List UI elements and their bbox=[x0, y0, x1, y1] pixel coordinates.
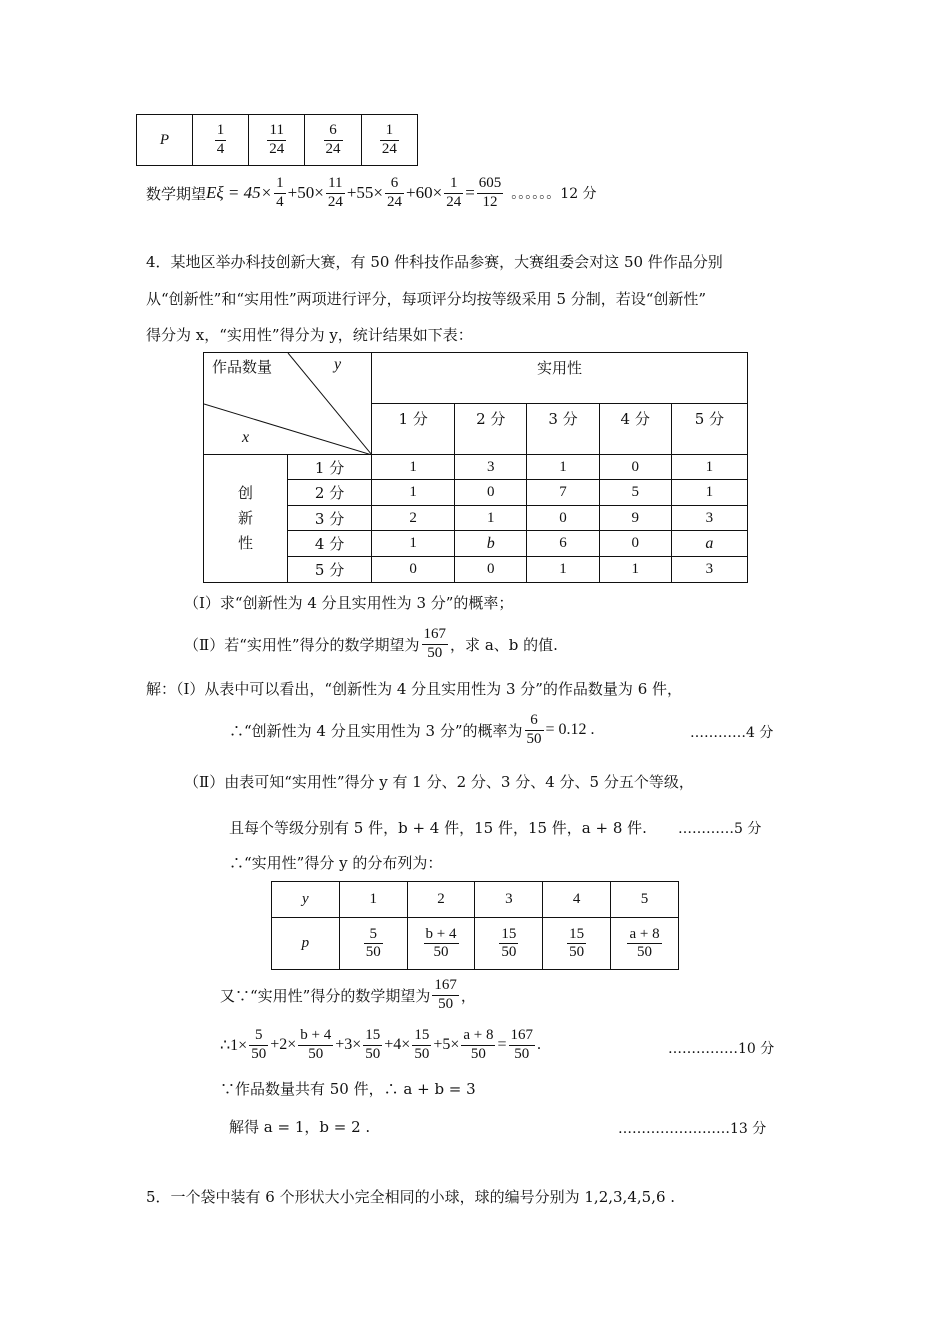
sol-line-4: 且每个等级分别有 5 件，b + 4 件，15 件，15 件，a + 8 件. bbox=[229, 819, 647, 837]
cell: 1 bbox=[599, 557, 671, 583]
row-label: 2 分 bbox=[288, 480, 372, 506]
dist-y: 1 bbox=[339, 882, 407, 918]
col-2: 2 分 bbox=[455, 404, 527, 455]
exp-frac-3: $\frac{6}{24}$ bbox=[387, 175, 402, 210]
cell: 9 bbox=[599, 506, 671, 531]
distribution-table bbox=[271, 881, 679, 970]
part-1: （Ⅰ）求“创新性为 4 分且实用性为 3 分”的概率； bbox=[184, 594, 514, 612]
row-label: 1 分 bbox=[288, 455, 372, 480]
sol-line-1: 解：（Ⅰ）从表中可以看出，“创新性为 4 分且实用性为 3 分”的作品数量为 6 件， bbox=[146, 680, 683, 698]
corner-x: x bbox=[242, 429, 250, 446]
col-5: 5 分 bbox=[671, 404, 747, 455]
cell: 0 bbox=[599, 455, 671, 480]
p-cell-2: $\frac{11}{24}$ bbox=[269, 122, 285, 157]
cell: 3 bbox=[671, 506, 747, 531]
cell: 1 bbox=[372, 455, 455, 480]
cell: 0 bbox=[599, 531, 671, 557]
score-4: …………4 分 bbox=[690, 725, 774, 741]
dist-p: $\frac{b + 4}{50}$ bbox=[425, 925, 457, 960]
dist-y: 4 bbox=[543, 882, 611, 918]
p-label: P bbox=[137, 115, 193, 166]
eq-frac-5: $\frac{a + 8}{50}$ bbox=[463, 1027, 494, 1062]
cell: 1 bbox=[527, 455, 599, 480]
p-cell-1: $\frac{1}{4}$ bbox=[216, 122, 225, 157]
q4-line-2: 从“创新性”和“实用性”两项进行评分，每项评分均按等级采用 5 分制，若设“创新性” bbox=[146, 290, 707, 308]
corner-label: 作品数量 bbox=[212, 358, 273, 376]
score-13: ……………………13 分 bbox=[618, 1121, 767, 1137]
score-10: ……………10 分 bbox=[668, 1041, 775, 1057]
dist-p: $\frac{a + 8}{50}$ bbox=[629, 925, 660, 960]
table-corner bbox=[204, 353, 372, 455]
score-table bbox=[203, 352, 748, 583]
dist-p: $\frac{5}{50}$ bbox=[365, 925, 381, 960]
col-4: 4 分 bbox=[599, 404, 671, 455]
eq-frac-4: $\frac{15}{50}$ bbox=[414, 1027, 430, 1062]
s6-frac: $\frac{167}{50}$ bbox=[434, 977, 457, 1012]
part-2: （Ⅱ）若“实用性”得分的数学期望为 $\frac{167}{50}$ ，求 a、b 的值. bbox=[184, 626, 558, 661]
dist-p: $\frac{15}{50}$ bbox=[569, 925, 585, 960]
q4-line-1: 4．某地区举办科技创新大赛，有 50 件科技作品参赛，大赛组委会对这 50 件作品分别 bbox=[146, 253, 723, 271]
row-label: 5 分 bbox=[288, 557, 372, 583]
s2-frac: $\frac{6}{50}$ bbox=[526, 712, 542, 747]
exp-frac-2: $\frac{11}{24}$ bbox=[327, 175, 343, 210]
sol-line-3: （Ⅱ）由表可知“实用性”得分 y 有 1 分、2 分、3 分、4 分、5 分五个等级， bbox=[184, 773, 694, 791]
sol-line-6: 又∵“实用性”得分的数学期望为 $\frac{167}{50}$ ， bbox=[220, 977, 476, 1012]
exp-frac-5: $\frac{605}{12}$ bbox=[478, 175, 502, 210]
dist-y-label: y bbox=[272, 882, 340, 918]
cell: a bbox=[671, 531, 747, 557]
p2-frac: $\frac{167}{50}$ bbox=[423, 626, 447, 661]
cell: 0 bbox=[372, 557, 455, 583]
dist-p: $\frac{15}{50}$ bbox=[501, 925, 517, 960]
corner-y: y bbox=[334, 356, 342, 373]
col-1: 1 分 bbox=[372, 404, 455, 455]
col-3: 3 分 bbox=[527, 404, 599, 455]
cell: b bbox=[455, 531, 527, 557]
sol-line-5: ∴“实用性”得分 y 的分布列为： bbox=[229, 854, 443, 872]
score-5: …………5 分 bbox=[678, 821, 762, 837]
cell: 1 bbox=[372, 480, 455, 506]
dist-p-label: p bbox=[272, 918, 340, 970]
eq-frac-3: $\frac{15}{50}$ bbox=[365, 1027, 381, 1062]
top-probability-table bbox=[136, 114, 418, 166]
expectation-equation: ∴1× $\frac{5}{50}$ +2× $\frac{b + 4}{50}$ +3× $\frac{15}{50}$ +4× $\frac{15}{50}$ +5× $\frac{a + 8}{50}$ = $\frac{167}{50}$ . bbox=[220, 1027, 542, 1062]
cell: 0 bbox=[527, 506, 599, 531]
expectation-line: 数学期望 Eξ = 45× $\frac{1}{4}$ +50× $\frac{11}{24}$ +55× $\frac{6}{24}$ +60× $\frac{1}{24}$ = $\frac{605}{12}$ 。。。。。。12 分 bbox=[146, 175, 597, 210]
cell: 6 bbox=[527, 531, 599, 557]
col-header: 实用性 bbox=[372, 353, 748, 404]
cell: 3 bbox=[455, 455, 527, 480]
cell: 1 bbox=[372, 531, 455, 557]
sol-line-8: ∵作品数量共有 50 件，∴ a + b = 3 bbox=[220, 1080, 476, 1098]
p-cell-4: $\frac{1}{24}$ bbox=[381, 122, 397, 157]
exp-frac-1: $\frac{1}{4}$ bbox=[276, 175, 284, 210]
eq-frac-2: $\frac{b + 4}{50}$ bbox=[300, 1027, 332, 1062]
cell: 0 bbox=[455, 480, 527, 506]
q4-line-3: 得分为 x，“实用性”得分为 y，统计结果如下表： bbox=[146, 326, 473, 344]
dist-y: 5 bbox=[611, 882, 679, 918]
cell: 3 bbox=[671, 557, 747, 583]
sol-line-2: ∴“创新性为 4 分且实用性为 3 分”的概率为 $\frac{6}{50}$ = 0.12 . bbox=[229, 712, 595, 747]
row-label: 3 分 bbox=[288, 506, 372, 531]
sol-line-9: 解得 a = 1，b = 2 . bbox=[229, 1118, 371, 1136]
eq-frac-6: $\frac{167}{50}$ bbox=[510, 1027, 534, 1062]
cell: 2 bbox=[372, 506, 455, 531]
cell: 5 bbox=[599, 480, 671, 506]
row-label: 4 分 bbox=[288, 531, 372, 557]
eq-frac-1: $\frac{5}{50}$ bbox=[251, 1027, 267, 1062]
cell: 1 bbox=[527, 557, 599, 583]
cell: 1 bbox=[671, 455, 747, 480]
q5-line: 5．一个袋中装有 6 个形状大小完全相同的小球，球的编号分别为 1,2,3,4,5,6 . bbox=[146, 1188, 676, 1206]
p-cell-3: $\frac{6}{24}$ bbox=[325, 122, 341, 157]
dist-y: 2 bbox=[407, 882, 475, 918]
cell: 7 bbox=[527, 480, 599, 506]
cell: 0 bbox=[455, 557, 527, 583]
cell: 1 bbox=[455, 506, 527, 531]
cell: 1 bbox=[671, 480, 747, 506]
row-header: 创 新 性 bbox=[204, 455, 288, 583]
exp-frac-4: $\frac{1}{24}$ bbox=[446, 175, 462, 210]
dist-y: 3 bbox=[475, 882, 543, 918]
